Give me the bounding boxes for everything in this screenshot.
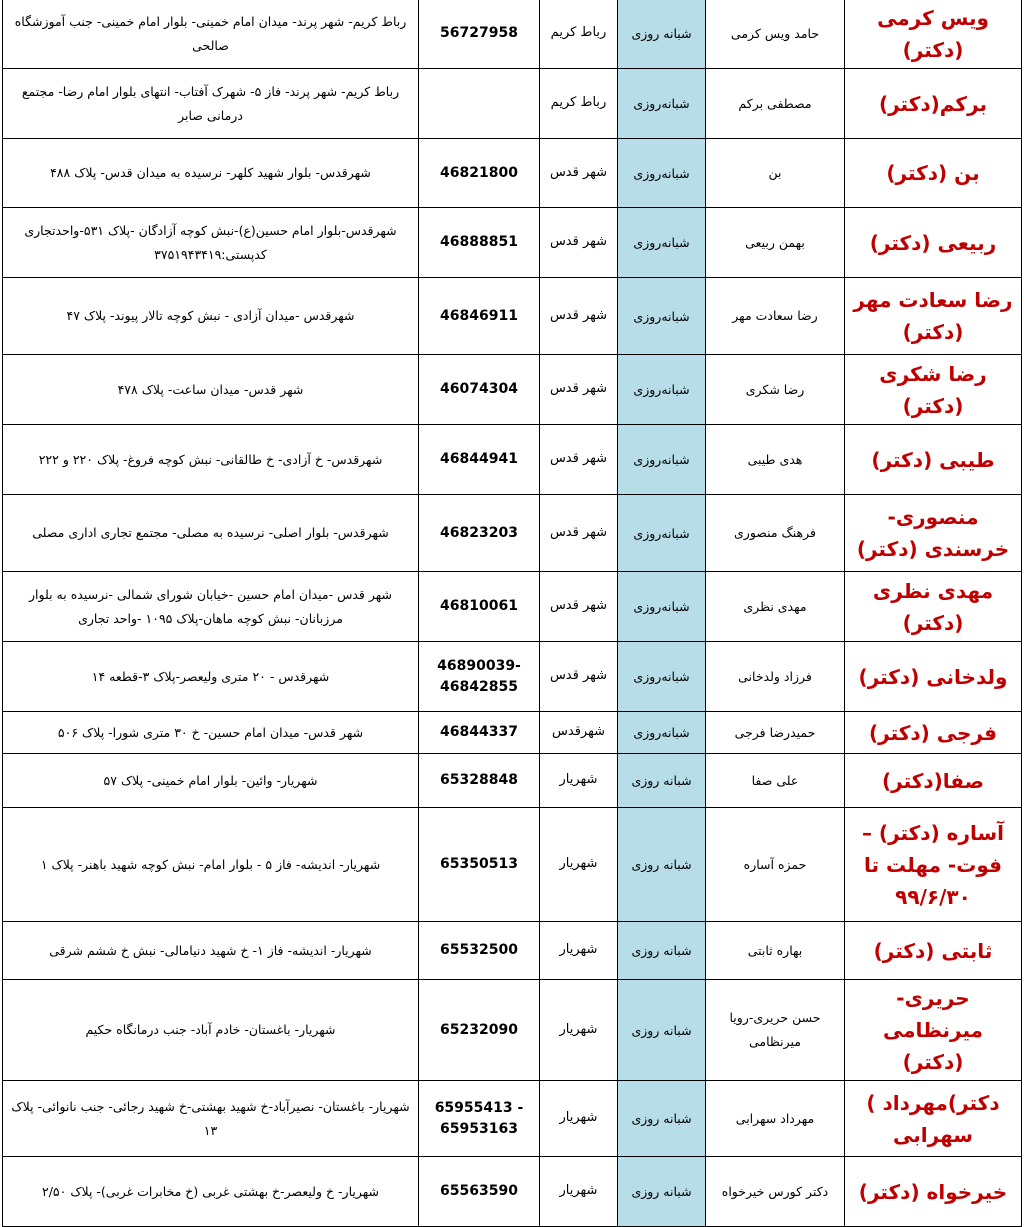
table-row [3,712,1022,754]
pharmacy-table-body [3,0,1022,1227]
phone-cell: 46074304 [419,355,540,425]
table-row [3,1157,1022,1227]
pharmacy-name-cell: ولدخانی (دکتر) [845,642,1022,712]
address-cell: شهریار- وائین- بلوار امام خمینی- پلاک ۵۷ [3,754,419,808]
shift-cell: شبانه‌روزی [618,495,706,572]
pharmacy-name-cell: ویس کرمی (دکتر) [845,0,1022,69]
city-cell: شهریار [540,980,618,1081]
city-cell: رباط کریم [540,0,618,69]
pharmacy-name-cell: منصوری- خرسندی (دکتر) [845,495,1022,572]
owner-name-cell: مهدی نظری [706,572,845,642]
owner-name-cell: بهاره ثابتی [706,922,845,980]
address-cell: شهرقدس -میدان آزادی - نبش کوچه تالار پیوند- پلاک ۴۷ [3,278,419,355]
city-cell: شهر قدس [540,642,618,712]
shift-cell: شبانه روزی [618,1081,706,1157]
pharmacy-name-cell: فرجی (دکتر) [845,712,1022,754]
phone-cell: 46821800 [419,139,540,208]
phone-cell: 46810061 [419,572,540,642]
address-cell: شهریار- اندیشه- فاز ۵ - بلوار امام- نبش کوچه شهید باهنر- پلاک ۱ [3,808,419,922]
table-row [3,922,1022,980]
shift-cell: شبانه روزی [618,1157,706,1227]
phone-cell: 65563590 [419,1157,540,1227]
city-cell: رباط کریم [540,69,618,139]
address-cell: شهر قدس- میدان ساعت- پلاک ۴۷۸ [3,355,419,425]
address-cell: شهریار- اندیشه- فاز ۱- خ شهید دنیامالی- نبش خ ششم شرقی [3,922,419,980]
city-cell: شهر قدس [540,278,618,355]
shift-cell: شبانه روزی [618,0,706,69]
table-row [3,572,1022,642]
address-cell: شهریار- خ ولیعصر-خ بهشتی غربی (خ مخابرات غربی)- پلاک ۲/۵۰ [3,1157,419,1227]
city-cell: شهر قدس [540,495,618,572]
owner-name-cell: حامد ویس کرمی [706,0,845,69]
owner-name-cell: بن [706,139,845,208]
pharmacy-name-cell: مهدی نظری (دکتر) [845,572,1022,642]
table-row [3,980,1022,1081]
address-cell: شهرقدس-بلوار امام حسین(ع)-نبش کوچه آزادگان -پلاک ۵۳۱-واحدتجاری کدپستی:۳۷۵۱۹۴۳۴۱۹ [3,208,419,278]
city-cell: شهریار [540,808,618,922]
table-row [3,495,1022,572]
table-row [3,808,1022,922]
city-cell: شهریار [540,754,618,808]
city-cell: شهرقدس [540,712,618,754]
pharmacy-table [2,0,1022,1227]
owner-name-cell: هدی طیبی [706,425,845,495]
shift-cell: شبانه روزی [618,754,706,808]
pharmacy-name-cell: رضا شکری (دکتر) [845,355,1022,425]
address-cell: شهرقدس- بلوار اصلی- نرسیده به مصلی- مجتمع تجاری اداری مصلی [3,495,419,572]
address-cell: شهرقدس- بلوار شهید کلهر- نرسیده به میدان قدس- پلاک ۴۸۸ [3,139,419,208]
shift-cell: شبانه‌روزی [618,208,706,278]
phone-cell: 65955413 - 65953163 [419,1081,540,1157]
table-row [3,642,1022,712]
address-cell: شهرقدس - ۲۰ متری ولیعصر-پلاک ۳-قطعه ۱۴ [3,642,419,712]
pharmacy-name-cell: آساره (دکتر) – فوت- مهلت تا ۹۹/۶/۳۰ [845,808,1022,922]
owner-name-cell: حمزه آساره [706,808,845,922]
phone-cell: 56727958 [419,0,540,69]
pharmacy-name-cell: بن (دکتر) [845,139,1022,208]
city-cell: شهر قدس [540,425,618,495]
pharmacy-name-cell: برکم(دکتر) [845,69,1022,139]
address-cell: شهرقدس- خ آزادی- خ طالقانی- نبش کوچه فروغ- پلاک ۲۲۰ و ۲۲۲ [3,425,419,495]
owner-name-cell: فرزاد ولدخانی [706,642,845,712]
shift-cell: شبانه‌روزی [618,278,706,355]
address-cell: شهر قدس- میدان امام حسین- خ ۳۰ متری شورا- پلاک ۵۰۶ [3,712,419,754]
table-row [3,1081,1022,1157]
shift-cell: شبانه‌روزی [618,712,706,754]
owner-name-cell: دکتر کورس خیرخواه [706,1157,845,1227]
phone-cell: 65532500 [419,922,540,980]
phone-cell: 65328848 [419,754,540,808]
address-cell: رباط کریم- شهر پرند- میدان امام خمینی- بلوار امام خمینی- جنب آموزشگاه صالحی [3,0,419,69]
pharmacy-name-cell: ثابتی (دکتر) [845,922,1022,980]
pharmacy-name-cell: دکتر)مهرداد ) سهرابی [845,1081,1022,1157]
shift-cell: شبانه‌روزی [618,139,706,208]
phone-cell: 65232090 [419,980,540,1081]
phone-cell: 46846911 [419,278,540,355]
table-row [3,69,1022,139]
table-row [3,355,1022,425]
phone-cell [419,69,540,139]
pharmacy-name-cell: رضا سعادت مهر (دکتر) [845,278,1022,355]
address-cell: شهریار- باغستان- خادم آباد- جنب درمانگاه حکیم [3,980,419,1081]
table-row [3,139,1022,208]
city-cell: شهر قدس [540,208,618,278]
shift-cell: شبانه‌روزی [618,355,706,425]
table-row [3,278,1022,355]
city-cell: شهریار [540,1157,618,1227]
shift-cell: شبانه‌روزی [618,572,706,642]
table-row [3,425,1022,495]
table-row [3,208,1022,278]
address-cell: رباط کریم- شهر پرند- فاز ۵- شهرک آفتاب- انتهای بلوار امام رضا- مجتمع درمانی صابر [3,69,419,139]
phone-cell: 46823203 [419,495,540,572]
pharmacy-name-cell: ربیعی (دکتر) [845,208,1022,278]
city-cell: شهر قدس [540,355,618,425]
phone-cell: 46890039- 46842855 [419,642,540,712]
owner-name-cell: علی صفا [706,754,845,808]
table-row [3,754,1022,808]
owner-name-cell: فرهنگ منصوری [706,495,845,572]
pharmacy-name-cell: طیبی (دکتر) [845,425,1022,495]
phone-cell: 46888851 [419,208,540,278]
owner-name-cell: حمیدرضا فرجی [706,712,845,754]
phone-cell: 46844941 [419,425,540,495]
pharmacy-name-cell: خیرخواه (دکتر) [845,1157,1022,1227]
owner-name-cell: رضا سعادت مهر [706,278,845,355]
address-cell: شهر قدس -میدان امام حسین -خیابان شورای شمالی -نرسیده به بلوار مرزبانان- نبش کوچه ماهان-پلاک ۱۰۹۵ -واحد تجاری [3,572,419,642]
shift-cell: شبانه روزی [618,808,706,922]
city-cell: شهریار [540,1081,618,1157]
phone-cell: 46844337 [419,712,540,754]
owner-name-cell: رضا شکری [706,355,845,425]
city-cell: شهر قدس [540,139,618,208]
phone-cell: 65350513 [419,808,540,922]
pharmacy-name-cell: حریری-میرنظامی (دکتر) [845,980,1022,1081]
owner-name-cell: حسن حریری-رویا میرنظامی [706,980,845,1081]
owner-name-cell: مهرداد سهرابی [706,1081,845,1157]
address-cell: شهریار- باغستان- نصیرآباد-خ شهید بهشتی-خ شهید رجائی- جنب نانوائی- پلاک ۱۳ [3,1081,419,1157]
shift-cell: شبانه‌روزی [618,642,706,712]
table-row [3,0,1022,69]
shift-cell: شبانه روزی [618,980,706,1081]
city-cell: شهر قدس [540,572,618,642]
shift-cell: شبانه‌روزی [618,69,706,139]
city-cell: شهریار [540,922,618,980]
owner-name-cell: بهمن ربیعی [706,208,845,278]
shift-cell: شبانه روزی [618,922,706,980]
shift-cell: شبانه‌روزی [618,425,706,495]
pharmacy-name-cell: صفا(دکتر) [845,754,1022,808]
owner-name-cell: مصطفی برکم [706,69,845,139]
